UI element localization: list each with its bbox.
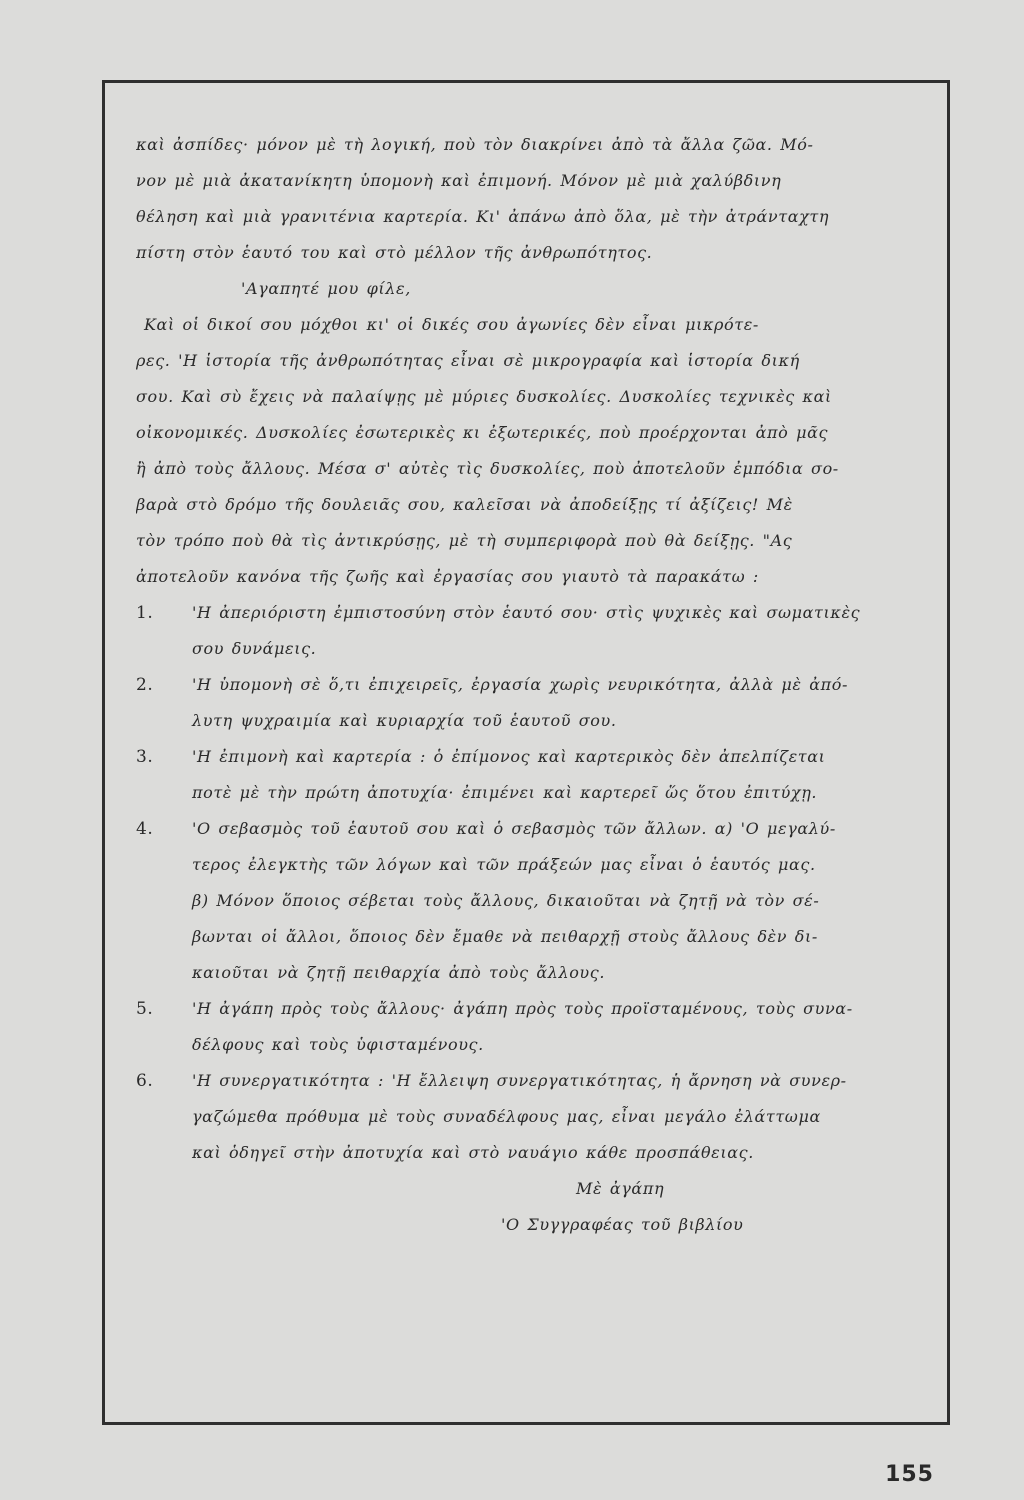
item-text-line: βωνται οἱ ἄλλοι, ὅποιος δὲν ἔμαθε νὰ πειθαρχῇ στοὺς ἄλλους δὲν δι- [192, 927, 818, 946]
item-text-line: 'Η ἀπεριόριστη ἐμπιστοσύνη στὸν ἑαυτό σου· στὶς ψυχικὲς καὶ σωματικὲς [192, 603, 861, 622]
item-number: 1. [136, 603, 154, 623]
rule-item-5 [136, 991, 926, 1063]
item-text-line: 'Η ὑπομονὴ σὲ ὅ,τι ἐπιχειρεῖς, ἐργασία χωρὶς νευρικότητα, ἀλλὰ μὲ ἀπό- [192, 675, 849, 694]
item-text-line: καιοῦται νὰ ζητῇ πειθαρχία ἀπὸ τοὺς ἄλλους. [192, 963, 606, 982]
text-line: νον μὲ μιὰ ἀκατανίκητη ὑπομονὴ καὶ ἐπιμονή. Μόνον μὲ μιὰ χαλύβδινη [136, 171, 782, 190]
text-line: ρες. 'Η ἱστορία τῆς ἀνθρωπότητας εἶναι σὲ μικρογραφία καὶ ἱστορία δική [136, 351, 800, 370]
text-line: οἰκονομικές. Δυσκολίες ἐσωτερικὲς κι ἐξωτερικές, ποὺ προέρχονται ἀπὸ μᾶς [136, 423, 829, 442]
text-line: ἢ ἀπὸ τοὺς ἄλλους. Μέσα σ' αὐτὲς τὶς δυσκολίες, ποὺ ἀποτελοῦν ἐμπόδια σο- [136, 459, 839, 478]
item-text-line: β) Μόνον ὅποιος σέβεται τοὺς ἄλλους, δικαιοῦται νὰ ζητῇ νὰ τὸν σέ- [192, 891, 820, 910]
text-line: ἀποτελοῦν κανόνα τῆς ζωῆς καὶ ἐργασίας σου γιαυτὸ τὰ παρακάτω : [136, 567, 759, 586]
text-line: τὸν τρόπο ποὺ θὰ τὶς ἀντικρύσῃς, μὲ τὴ συμπεριφορὰ ποὺ θὰ δείξῃς. "Ας [136, 531, 793, 550]
item-text-line: σου δυνάμεις. [192, 639, 317, 658]
text-line: θέληση καὶ μιὰ γρανιτένια καρτερία. Κι' ἀπάνω ἀπὸ ὅλα, μὲ τὴν ἀτράνταχτη [136, 207, 830, 226]
text-line: σου. Καὶ σὺ ἔχεις νὰ παλαίψῃς μὲ μύριες δυσκολίες. Δυσκολίες τεχνικὲς καὶ [136, 387, 832, 406]
letter-text [136, 127, 926, 1243]
text-line: πίστη στὸν ἑαυτό του καὶ στὸ μέλλον τῆς ἀνθρωπότητος. [136, 243, 653, 262]
rule-item-6 [136, 1063, 926, 1171]
item-text-line: 'Η ἐπιμονὴ καὶ καρτερία : ὁ ἐπίμονος καὶ καρτερικὸς δὲν ἀπελπίζεται [192, 747, 826, 766]
rule-item-2 [136, 667, 926, 739]
text-line: βαρὰ στὸ δρόμο τῆς δουλειᾶς σου, καλεῖσαι νὰ ἀποδείξῃς τί ἀξίζεις! Μὲ [136, 495, 793, 514]
rule-item-3 [136, 739, 926, 811]
item-text-line: 'Η ἀγάπη πρὸς τοὺς ἄλλους· ἀγάπη πρὸς τοὺς προϊσταμένους, τοὺς συνα- [192, 999, 853, 1018]
item-number: 5. [136, 999, 154, 1019]
item-text-line: 'Ο σεβασμὸς τοῦ ἑαυτοῦ σου καὶ ὁ σεβασμὸς τῶν ἄλλων. α) 'Ο μεγαλύ- [192, 819, 836, 838]
rule-item-4 [136, 811, 926, 991]
page-number: 155 [885, 1462, 934, 1487]
item-number: 3. [136, 747, 154, 767]
signature-text: 'Ο Συγγραφέας τοῦ βιβλίου [501, 1215, 744, 1234]
item-text-line: ποτὲ μὲ τὴν πρώτη ἀποτυχία· ἐπιμένει καὶ καρτερεῖ ὥς ὅτου ἐπιτύχῃ. [192, 783, 818, 802]
item-text-line: δέλφους καὶ τοὺς ὑφισταμένους. [192, 1035, 484, 1054]
salutation: 'Αγαπητέ μου φίλε, [241, 279, 411, 298]
text-line: καὶ ἀσπίδες· μόνον μὲ τὴ λογική, ποὺ τὸν διακρίνει ἀπὸ τὰ ἄλλα ζῶα. Μό- [136, 135, 814, 154]
item-number: 2. [136, 675, 154, 695]
item-text-line: γαζώμεθα πρόθυμα μὲ τοὺς συναδέλφους μας, εἶναι μεγάλο ἐλάττωμα [192, 1107, 821, 1126]
item-number: 4. [136, 819, 154, 839]
item-number: 6. [136, 1071, 154, 1091]
item-text-line: καὶ ὁδηγεῖ στὴν ἀποτυχία καὶ στὸ ναυάγιο κάθε προσπάθειας. [192, 1143, 754, 1162]
closing-text: Μὲ ἀγάπη [576, 1179, 665, 1198]
item-text-line: 'Η συνεργατικότητα : 'Η ἔλλειψη συνεργατικότητας, ἡ ἄρνηση νὰ συνερ- [192, 1071, 847, 1090]
item-text-line: τερος ἐλεγκτὴς τῶν λόγων καὶ τῶν πράξεών μας εἶναι ὁ ἑαυτός μας. [192, 855, 816, 874]
rule-item-1 [136, 595, 926, 667]
item-text-line: λυτη ψυχραιμία καὶ κυριαρχία τοῦ ἑαυτοῦ σου. [192, 711, 617, 730]
text-line: Καὶ οἱ δικοί σου μόχθοι κι' οἱ δικές σου ἀγωνίες δὲν εἶναι μικρότε- [144, 315, 759, 334]
